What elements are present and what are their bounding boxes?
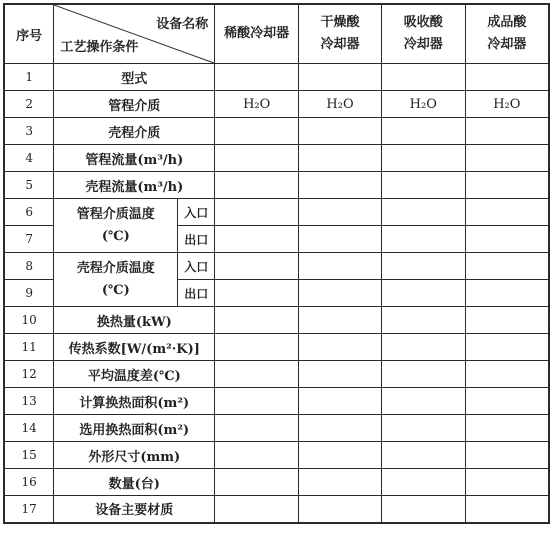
inlet-label: 入口 bbox=[178, 199, 215, 226]
table-cell: H₂O bbox=[465, 91, 549, 118]
table-header-row bbox=[4, 4, 549, 64]
row-number: 2 bbox=[4, 91, 54, 118]
table-cell bbox=[465, 118, 549, 145]
table-row bbox=[4, 118, 549, 145]
tube-temp-line1: 管程介质温度 bbox=[76, 206, 155, 222]
table-cell bbox=[215, 226, 299, 253]
header-process-cond: 工艺操作条件 bbox=[60, 40, 139, 55]
table-cell bbox=[215, 199, 299, 226]
header-col-3-line2: 冷却器 bbox=[403, 37, 443, 52]
row-number: 1 bbox=[4, 64, 54, 91]
table-cell bbox=[381, 199, 465, 226]
row-label: 传热系数[W/(m²·K)] bbox=[54, 334, 215, 361]
table-cell bbox=[299, 118, 382, 145]
row-label: 外形尺寸(mm) bbox=[54, 442, 215, 469]
shell-temp-line1: 壳程介质温度 bbox=[76, 260, 155, 276]
table-cell bbox=[465, 280, 549, 307]
row-number: 9 bbox=[4, 280, 54, 307]
row-label: 换热量(kW) bbox=[54, 307, 215, 334]
table-row bbox=[4, 334, 549, 361]
table-cell bbox=[381, 307, 465, 334]
table-cell bbox=[381, 415, 465, 442]
row-label: 壳程介质 bbox=[54, 118, 215, 145]
table-cell bbox=[215, 469, 299, 496]
row-number: 12 bbox=[4, 361, 54, 388]
row-number: 16 bbox=[4, 469, 54, 496]
header-col-1 bbox=[215, 4, 299, 64]
header-col-4-line1: 成品酸 bbox=[487, 15, 527, 30]
table-cell bbox=[465, 496, 549, 523]
header-col-3-line1: 吸收酸 bbox=[403, 15, 443, 30]
row-label: 选用换热面积(m²) bbox=[54, 415, 215, 442]
table-cell bbox=[299, 469, 382, 496]
table-cell: H₂O bbox=[381, 91, 465, 118]
row-label: 计算换热面积(m²) bbox=[54, 388, 215, 415]
table-row bbox=[4, 64, 549, 91]
table-row bbox=[4, 172, 549, 199]
table-cell bbox=[465, 64, 549, 91]
table-cell bbox=[381, 469, 465, 496]
header-col-2-line2: 冷却器 bbox=[320, 37, 360, 52]
table-cell bbox=[215, 145, 299, 172]
table-cell bbox=[465, 226, 549, 253]
table-cell bbox=[465, 334, 549, 361]
table-cell bbox=[381, 64, 465, 91]
table-cell: H₂O bbox=[299, 91, 382, 118]
table-row bbox=[4, 199, 549, 226]
table-cell bbox=[215, 307, 299, 334]
table-cell bbox=[381, 226, 465, 253]
table-cell bbox=[299, 172, 382, 199]
table-cell bbox=[465, 361, 549, 388]
table-cell bbox=[215, 253, 299, 280]
equipment-spec-table bbox=[3, 3, 550, 524]
header-col-2-line1: 干燥酸 bbox=[320, 15, 360, 30]
table-cell bbox=[465, 253, 549, 280]
row-label-tube-temp bbox=[54, 199, 178, 253]
table-cell bbox=[299, 199, 382, 226]
header-seq: 序号 bbox=[4, 4, 54, 64]
table-cell bbox=[299, 334, 382, 361]
table-cell bbox=[381, 334, 465, 361]
table-cell bbox=[215, 280, 299, 307]
table-cell bbox=[215, 334, 299, 361]
row-number: 3 bbox=[4, 118, 54, 145]
row-label: 型式 bbox=[54, 64, 215, 91]
row-number: 5 bbox=[4, 172, 54, 199]
table-cell bbox=[299, 388, 382, 415]
table-cell bbox=[465, 442, 549, 469]
table-cell bbox=[465, 415, 549, 442]
header-col-1-line1: 稀酸冷却器 bbox=[224, 26, 290, 41]
row-label: 设备主要材质 bbox=[54, 496, 215, 523]
row-number: 10 bbox=[4, 307, 54, 334]
row-number: 13 bbox=[4, 388, 54, 415]
header-col-4-line2: 冷却器 bbox=[487, 37, 527, 52]
row-number: 17 bbox=[4, 496, 54, 523]
row-number: 6 bbox=[4, 199, 54, 226]
table-row bbox=[4, 91, 549, 118]
outlet-label: 出口 bbox=[178, 280, 215, 307]
table-cell bbox=[381, 118, 465, 145]
table-cell bbox=[299, 361, 382, 388]
table-cell bbox=[381, 361, 465, 388]
table-cell bbox=[299, 64, 382, 91]
table-cell bbox=[215, 64, 299, 91]
table-cell bbox=[215, 118, 299, 145]
table-cell bbox=[465, 388, 549, 415]
row-label: 管程流量(m³/h) bbox=[54, 145, 215, 172]
table-cell bbox=[465, 172, 549, 199]
table-row bbox=[4, 388, 549, 415]
table-cell bbox=[381, 496, 465, 523]
row-number: 14 bbox=[4, 415, 54, 442]
row-number: 4 bbox=[4, 145, 54, 172]
table-cell bbox=[299, 496, 382, 523]
table-row bbox=[4, 415, 549, 442]
table-cell bbox=[381, 442, 465, 469]
table-cell bbox=[299, 307, 382, 334]
table-cell bbox=[381, 172, 465, 199]
table-cell bbox=[465, 199, 549, 226]
header-col-3 bbox=[381, 4, 465, 64]
row-label: 数量(台) bbox=[54, 469, 215, 496]
table-cell bbox=[299, 415, 382, 442]
table-cell bbox=[465, 307, 549, 334]
table-cell bbox=[215, 172, 299, 199]
tube-temp-line2: (℃) bbox=[101, 228, 130, 244]
table-cell bbox=[381, 280, 465, 307]
table-row bbox=[4, 307, 549, 334]
outlet-label: 出口 bbox=[178, 226, 215, 253]
table-row bbox=[4, 145, 549, 172]
table-cell bbox=[215, 442, 299, 469]
row-number: 15 bbox=[4, 442, 54, 469]
table-cell bbox=[215, 496, 299, 523]
row-number: 7 bbox=[4, 226, 54, 253]
header-col-4 bbox=[465, 4, 549, 64]
table-cell bbox=[299, 226, 382, 253]
table-cell bbox=[215, 415, 299, 442]
shell-temp-line2: (℃) bbox=[101, 282, 130, 298]
table-cell bbox=[299, 145, 382, 172]
row-label: 管程介质 bbox=[54, 91, 215, 118]
table-cell bbox=[215, 361, 299, 388]
table-cell bbox=[299, 280, 382, 307]
row-number: 8 bbox=[4, 253, 54, 280]
table-row bbox=[4, 442, 549, 469]
header-diagonal-cell bbox=[54, 4, 215, 64]
table-cell bbox=[381, 388, 465, 415]
row-label-shell-temp bbox=[54, 253, 178, 307]
table-cell bbox=[299, 442, 382, 469]
table-row bbox=[4, 469, 549, 496]
header-equip-name: 设备名称 bbox=[156, 17, 209, 32]
table-cell bbox=[381, 145, 465, 172]
table-row bbox=[4, 496, 549, 523]
table-cell bbox=[381, 253, 465, 280]
row-number: 11 bbox=[4, 334, 54, 361]
header-col-2 bbox=[299, 4, 382, 64]
table-cell bbox=[465, 469, 549, 496]
table-cell: H₂O bbox=[215, 91, 299, 118]
table-row bbox=[4, 361, 549, 388]
table-row bbox=[4, 253, 549, 280]
table-cell bbox=[215, 388, 299, 415]
row-label: 平均温度差(℃) bbox=[54, 361, 215, 388]
row-label: 壳程流量(m³/h) bbox=[54, 172, 215, 199]
table-cell bbox=[465, 145, 549, 172]
table-cell bbox=[299, 253, 382, 280]
inlet-label: 入口 bbox=[178, 253, 215, 280]
